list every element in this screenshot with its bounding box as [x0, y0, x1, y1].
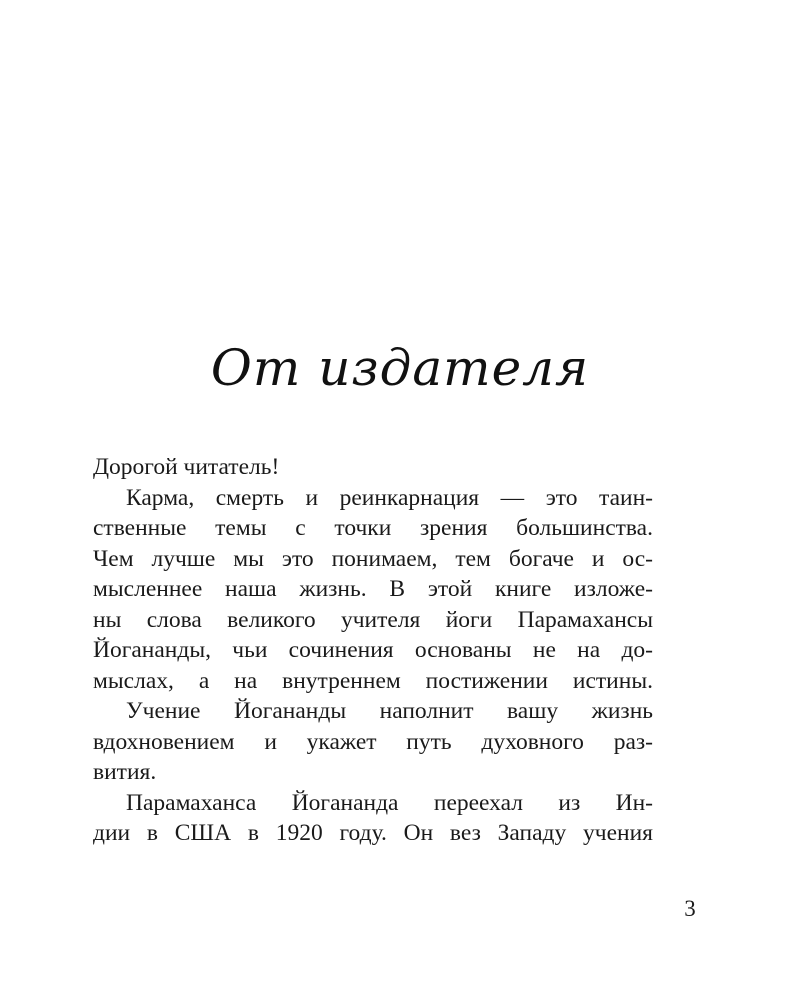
- text-line: вития.: [93, 759, 157, 785]
- text-line: Карма, смерть и реинкарнация — это таин-: [126, 484, 653, 511]
- page-number: 3: [684, 896, 696, 921]
- text-line: Чем лучше мы это понимаем, тем богаче и ос-: [93, 545, 653, 572]
- body-text: [93, 452, 653, 849]
- text-line: ны слова великого учителя йоги Парамахансы: [93, 606, 653, 633]
- text-line: мысленнее наша жизнь. В этой книге изложе-: [93, 576, 653, 602]
- text-line: дии в США в 1920 году. Он вез Западу учения: [93, 820, 653, 846]
- text-line: Дорогой читатель!: [93, 454, 280, 480]
- text-line: Йогананды, чьи сочинения основаны не на до-: [93, 637, 653, 663]
- text-line: ственные темы с точки зрения большинства.: [93, 515, 653, 541]
- text-line: мыслах, а на внутреннем постижении истины.: [93, 667, 653, 694]
- text-line: вдохновением и укажет путь духовного раз-: [93, 728, 653, 755]
- text-line: Учение Йогананды наполнит вашу жизнь: [126, 698, 653, 724]
- text-line: Парамаханса Йогананда переехал из Ин-: [126, 789, 653, 816]
- chapter-title: От издателя: [210, 339, 590, 397]
